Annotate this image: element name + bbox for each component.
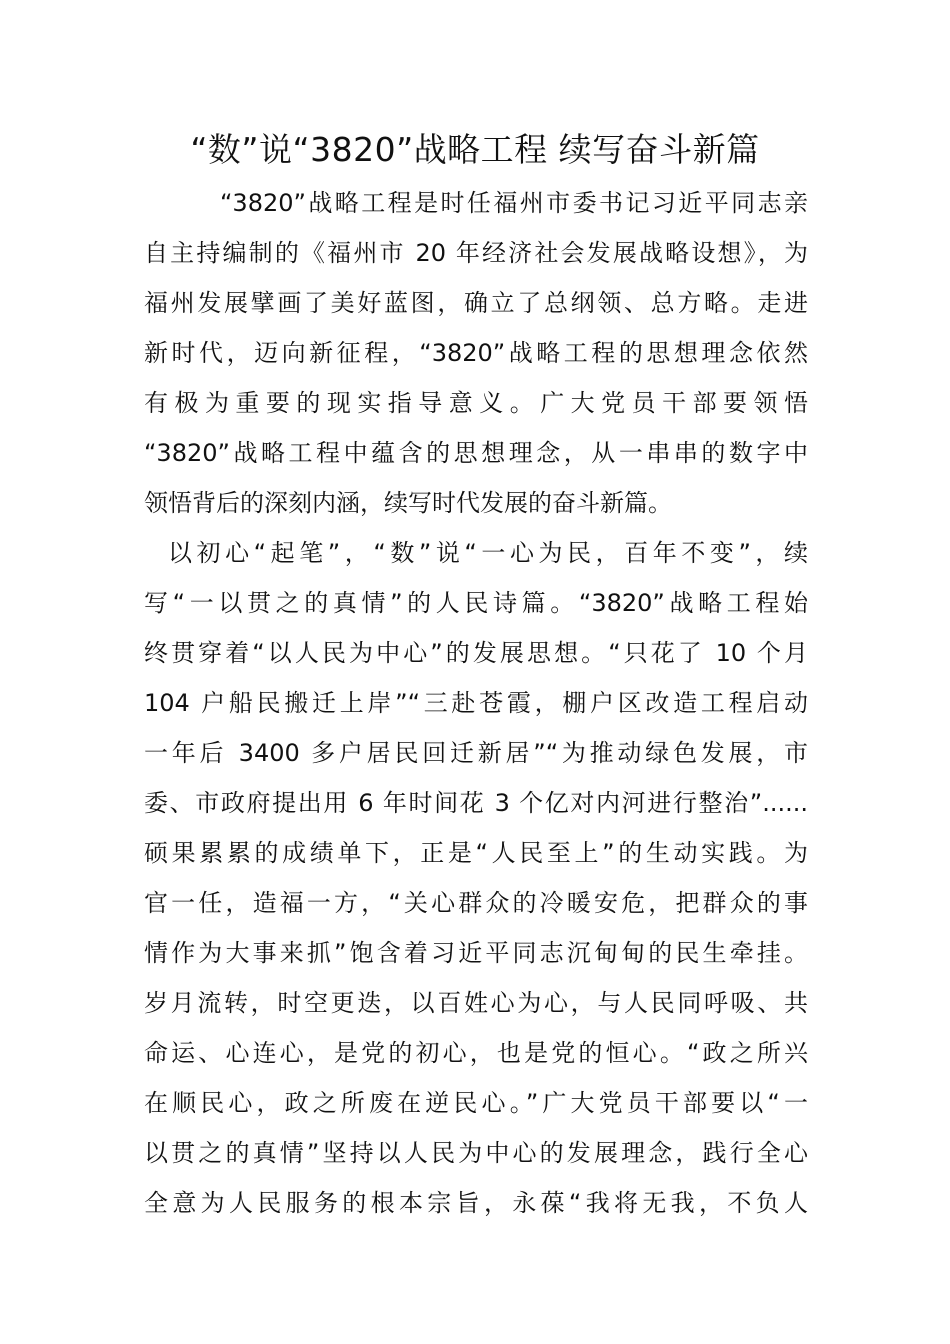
document-body (144, 178, 808, 1228)
text-line: 自主持编制的《福州市 20 年经济社会发展战略设想》，为 (144, 239, 808, 267)
text-line: 情作为大事来抓”饱含着习近平同志沉甸甸的民生牵挂。 (144, 939, 808, 967)
text-line: 全意为人民服务的根本宗旨，永葆“我将无我，不负人 (144, 1189, 808, 1217)
text-line: 以初心“起笔”，“数”说“一心为民，百年不变”，续 (168, 539, 808, 567)
text-line: 领悟背后的深刻内涵，续写时代发展的奋斗新篇。 (144, 489, 672, 517)
text-line: 官一任，造福一方，“关心群众的冷暖安危，把群众的事 (144, 889, 808, 917)
text-line: 硕果累累的成绩单下，正是“人民至上”的生动实践。为 (144, 839, 808, 867)
paragraph-1 (144, 178, 808, 528)
paragraph-2 (144, 528, 808, 1228)
text-line: 新时代，迈向新征程，“3820”战略工程的思想理念依然 (144, 339, 808, 367)
text-line: “3820”战略工程是时任福州市委书记习近平同志亲 (220, 189, 808, 217)
document-title: “数”说“3820”战略工程 续写奋斗新篇 (190, 130, 760, 169)
text-line: 在顺民心，政之所废在逆民心。”广大党员干部要以“一 (144, 1089, 808, 1117)
text-line: 终贯穿着“以人民为中心”的发展思想。“只花了 10 个月 (144, 639, 808, 667)
text-line: 福州发展擘画了美好蓝图，确立了总纲领、总方略。走进 (144, 289, 808, 317)
text-line: 有极为重要的现实指导意义。广大党员干部要领悟 (144, 389, 808, 417)
text-line: 命运、心连心，是党的初心，也是党的恒心。“政之所兴 (144, 1039, 808, 1067)
text-line: 岁月流转，时空更迭，以百姓心为心，与人民同呼吸、共 (144, 989, 808, 1017)
text-line: 一年后 3400 多户居民回迁新居”“为推动绿色发展，市 (144, 739, 808, 767)
text-line: 写“一以贯之的真情”的人民诗篇。“3820”战略工程始 (144, 589, 808, 617)
text-line: 104 户船民搬迁上岸”“三赴苍霞，棚户区改造工程启动 (144, 689, 808, 717)
text-line: “3820”战略工程中蕴含的思想理念，从一串串的数字中 (144, 439, 808, 467)
text-line: 委、市政府提出用 6 年时间花 3 个亿对内河进行整治”...... (144, 789, 808, 817)
text-line: 以贯之的真情”坚持以人民为中心的发展理念，践行全心 (144, 1139, 808, 1167)
